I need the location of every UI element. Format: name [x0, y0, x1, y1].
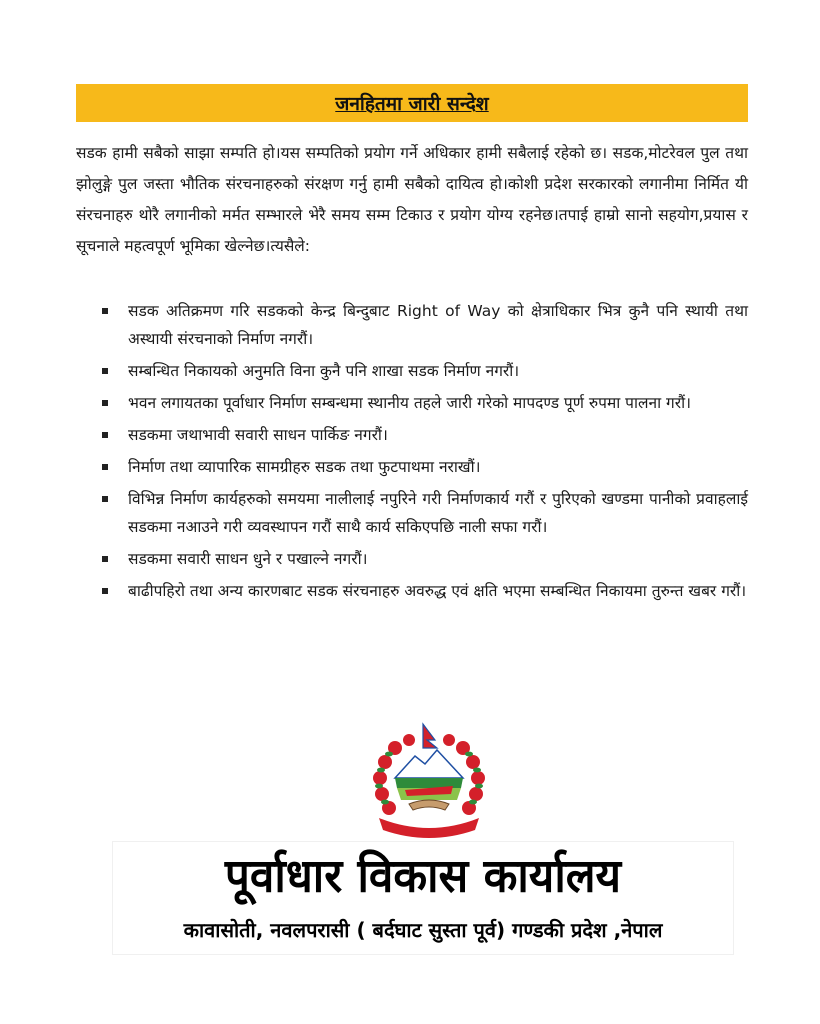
office-block	[113, 842, 733, 954]
bullet-icon	[102, 464, 108, 470]
emblem-handshake	[409, 800, 449, 810]
nepal-emblem-icon	[365, 722, 493, 840]
rule-item	[98, 297, 748, 353]
intro-paragraph: सडक हामी सबैको साझा सम्पति हो।यस सम्पतिको प्रयोग गर्ने अधिकार हामी सबैलाई रहेको छ। सडक,मोटरेवल पुल तथा झोलुङ्गे पुल जस्ता भौतिक संरचनाहरुको संरक्षण गर्नु हामी सबैको दायित्व हो।कोशी प्रदेश सरकारको लगानीमा निर्मित यी संरचनाहरु थोरै लगानीको मर्मत सम्भारले भेरै समय सम्म टिकाउ र प्रयोग योग्य रहनेछ।तपाई हाम्रो सानो सहयोग,प्रयास र सूचनाले महत्वपूर्ण भूमिका खेल्नेछ।त्यसैले:	[76, 144, 748, 255]
rule-text: विभिन्न निर्माण कार्यहरुको समयमा नालीलाई नपुरिने गरी निर्माणकार्य गरौं र पुरिएको खण्डमा पानीको प्रवाहलाई सडकमा नआउने गरी व्यवस्थापन गरौं साथै कार्य सकिएपछि नाली सफा गरौं।	[128, 490, 748, 536]
bullet-icon	[102, 496, 108, 502]
emblem-ribbon	[379, 818, 479, 838]
rule-text: बाढीपहिरो तथा अन्य कारणबाट सडक संरचनाहरु अवरुद्ध एवं क्षति भएमा सम्बन्धित निकायमा तुरुन्त खबर गरौं।	[128, 582, 747, 600]
rule-text: सम्बन्धित निकायको अनुमति विना कुनै पनि शाखा सडक निर्माण नगरौं।	[128, 362, 520, 380]
bullet-icon	[102, 432, 108, 438]
emblem-flag	[423, 724, 437, 748]
rule-text: सडकमा सवारी साधन धुने र पखाल्ने नगरौं।	[128, 550, 368, 568]
rule-item	[98, 389, 748, 417]
bullet-icon	[102, 556, 108, 562]
notice-banner	[76, 84, 748, 122]
emblem-mountain	[395, 750, 463, 778]
rule-text: सडकमा जथाभावी सवारी साधन पार्किङ नगरौं।	[128, 426, 388, 444]
bullet-icon	[102, 368, 108, 374]
bullet-icon	[102, 308, 108, 314]
bullet-icon	[102, 400, 108, 406]
rule-item	[98, 577, 748, 605]
rule-item	[98, 357, 748, 385]
rule-text: भवन लगायतका पूर्वाधार निर्माण सम्बन्धमा स्थानीय तहले जारी गरेको मापदण्ड पूर्ण रुपमा पालना गरौं।	[128, 394, 691, 412]
bullet-icon	[102, 588, 108, 594]
rule-item	[98, 453, 748, 481]
rule-text: निर्माण तथा व्यापारिक सामग्रीहरु सडक तथा फुटपाथमा नराखौं।	[128, 458, 481, 476]
rule-item	[98, 545, 748, 573]
office-name: पूर्वाधार विकास कार्यालय	[224, 849, 622, 904]
notice-title: जनहितमा जारी सन्देश	[335, 93, 489, 115]
rule-item	[98, 421, 748, 449]
rules-list	[98, 297, 748, 609]
rule-item	[98, 485, 748, 541]
office-address: कावासोती, नवलपरासी ( बर्दघाट सुस्ता पूर्व) गण्डकी प्रदेश ,नेपाल	[183, 918, 663, 942]
rule-text: सडक अतिक्रमण गरि सडकको केन्द्र बिन्दुबाट Right of Way को क्षेत्राधिकार भित्र कुनै पनि स्थायी तथा अस्थायी संरचनाको निर्माण नगरौं।	[128, 302, 748, 348]
